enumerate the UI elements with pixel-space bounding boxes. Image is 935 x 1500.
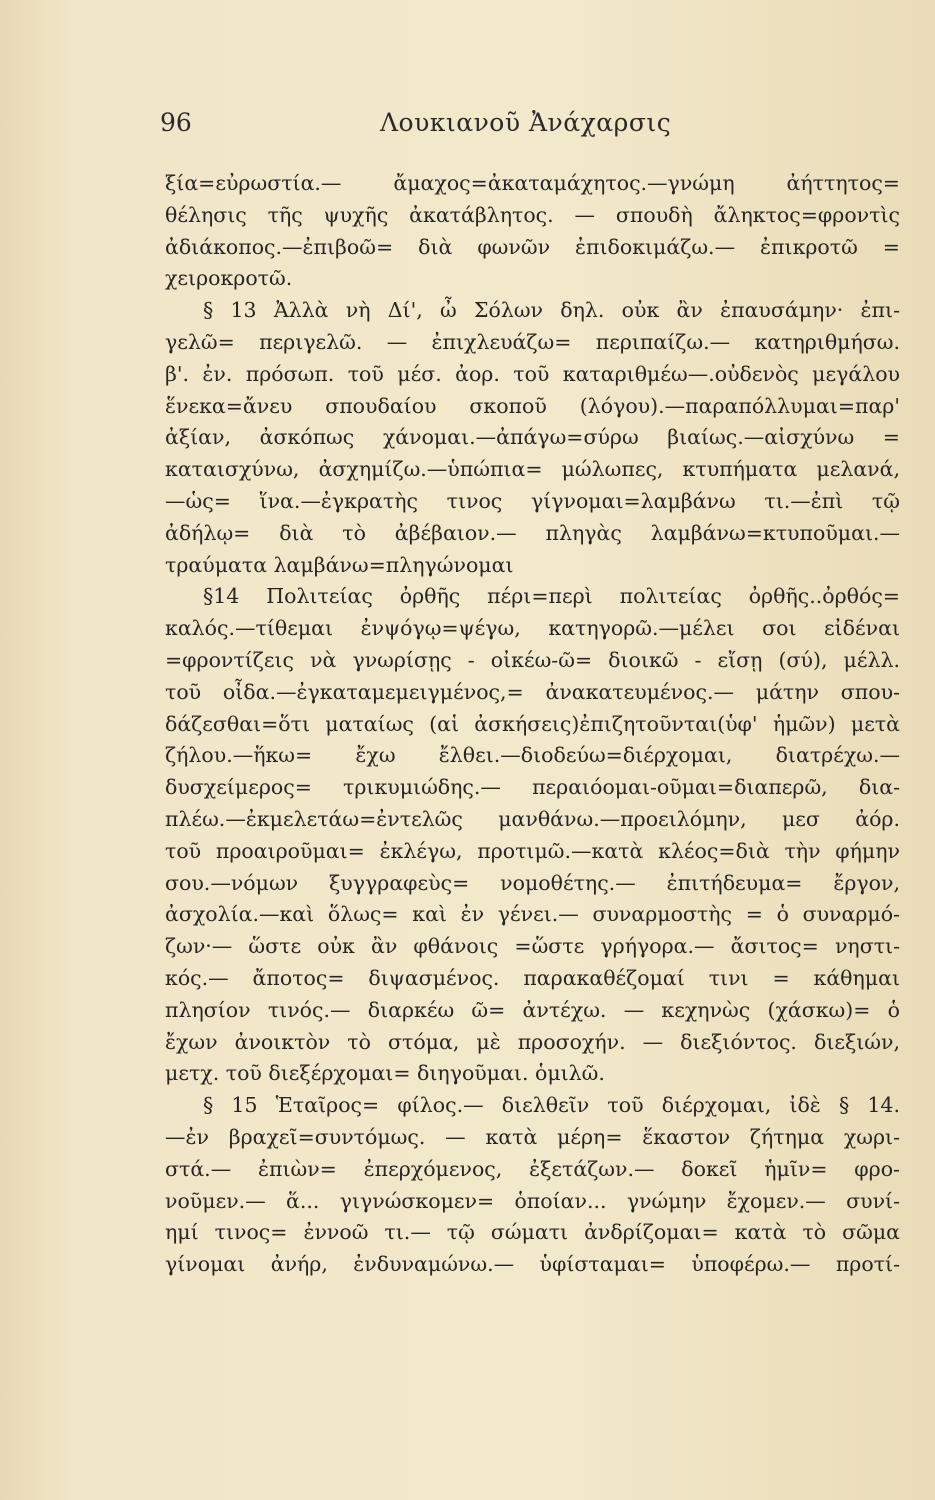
- text-line: σου.—νόμων ξυγγραφεὺς= νομοθέτης.— ἐπιτήδευμα= ἔργον,: [165, 870, 900, 895]
- text-line: θέλησις τῆς ψυχῆς ἀκατάβλητος. — σπουδὴ ἄληκτος=φροντὶς: [165, 202, 900, 227]
- text-line: ἔχων ἀνοικτὸν τὸ στόμα, μὲ προσοχήν. — διεξιόντος. διεξιών,: [165, 1029, 900, 1054]
- text-line: ἀδήλῳ= διὰ τὸ ἀβέβαιον.— πληγὰς λαμβάνω=κτυποῦμαι.—: [165, 520, 900, 545]
- text-line: κός.— ἄποτος= διψασμένος. παρακαθέζομαί τινι = κάθημαι: [165, 965, 900, 990]
- text-line: γίνομαι ἀνήρ, ἐνδυναμώνω.— ὑφίσταμαι= ὑποφέρω.— προτί-: [165, 1252, 900, 1277]
- text-line: μετχ. τοῦ διεξέρχομαι= διηγοῦμαι. ὁμιλῶ.: [165, 1061, 605, 1086]
- text-line: § 15 Ἑταῖρος= φίλος.— διελθεῖν τοῦ διέρχομαι, ἰδὲ § 14.: [203, 1093, 900, 1118]
- text-line: τραύματα λαμβάνω=πληγώνομαι: [165, 552, 514, 577]
- text-line: νοῦμεν.— ἅ... γιγνώσκομεν= ὁποίαν... γνώμην ἔχομεν.— συνί-: [165, 1188, 900, 1213]
- text-line: καλός.—τίθεμαι ἐνψόγῳ=ψέγω, κατηγορῶ.—μέλει σοι εἰδέναι: [165, 616, 900, 641]
- text-line: —ἐν βραχεῖ=συντόμως. — κατὰ μέρη= ἕκαστον ζήτημα χωρι-: [165, 1124, 900, 1149]
- text-line: στά.— ἐπιὼν= ἐπερχόμενος, ἐξετάζων.— δοκεῖ ἡμῖν= φρο-: [165, 1156, 900, 1181]
- commentary-text: [165, 168, 900, 1281]
- text-line: τοῦ προαιροῦμαι= ἐκλέγω, προτιμῶ.—κατὰ κλέος=διὰ τὴν φήμην: [165, 838, 900, 863]
- text-line: δάζεσθαι=ὅτι ματαίως (αἱ ἀσκήσεις)ἐπιζητοῦνται(ὑφ' ἡμῶν) μετὰ: [165, 711, 900, 736]
- text-line: ξία=εὐρωστία.— ἄμαχος=ἀκαταμάχητος.—γνώμη ἀήττητος=: [165, 171, 900, 195]
- text-line: § 13 Ἀλλὰ νὴ Δί', ὦ Σόλων δηλ. οὐκ ἂν ἐπαυσάμην· ἐπι-: [203, 298, 900, 323]
- text-line: τοῦ οἶδα.—ἐγκαταμεμειγμένος,= ἀνακατευμένος.— μάτην σπου-: [165, 679, 900, 704]
- text-line: ζήλου.—ἥκω= ἔχω ἔλθει.—διοδεύω=διέρχομαι, διατρέχω.—: [165, 743, 900, 768]
- text-line: πλησίον τινός.— διαρκέω ῶ= ἀντέχω. — κεχηνὼς (χάσκω)= ὁ: [165, 997, 900, 1022]
- text-line: γελῶ= περιγελῶ. — ἐπιχλευάζω= περιπαίζω.— κατηριθμήσω.: [165, 329, 900, 354]
- text-line: —ὡς= ἵνα.—ἐγκρατὴς τινος γίγνομαι=λαμβάνω τι.—ἐπὶ τῷ: [165, 488, 900, 513]
- text-line: ἀξίαν, ἀσκόπως χάνομαι.—ἀπάγω=σύρω βιαίως.—αἰσχύνω =: [165, 425, 900, 450]
- text-line: ἕνεκα=ἄνευ σπουδαίου σκοποῦ (λόγου).—παραπόλλυμαι=παρ': [165, 393, 900, 418]
- text-line: §14 Πολιτείας ὀρθῆς πέρι=περὶ πολιτείας ὀρθῆς..ὀρθός=: [203, 584, 900, 609]
- text-line: =φροντίζεις νὰ γνωρίσῃς - οἰκέω-ῶ= διοικῶ - εἴσῃ (σύ), μέλλ.: [165, 647, 900, 672]
- text-line: καταισχύνω, ἀσχημίζω.—ὑπώπια= μώλωπες, κτυπήματα μελανά,: [165, 457, 900, 482]
- text-line: χειροκροτῶ.: [165, 266, 293, 291]
- text-line: δυσχείμερος= τρικυμιώδης.— περαιόομαι-οῦμαι=διαπερῶ, δια-: [165, 775, 900, 800]
- text-line: ζων·— ὥστε οὐκ ἂν φθάνοις =ὥστε γρήγορα.— ἄσιτος= νηστι-: [165, 934, 900, 959]
- page-number: 96: [160, 108, 192, 137]
- text-line: ἀσχολία.—καὶ ὅλως= καὶ ἐν γένει.— συναρμοστὴς = ὁ συναρμό-: [165, 902, 900, 927]
- running-title: Λουκιανοῦ Ἀνάχαρσις: [380, 108, 672, 137]
- text-line: πλέω.—ἐκμελετάω=ἐντελῶς μανθάνω.—προειλόμην, μεσ ἀόρ.: [165, 806, 900, 831]
- text-line: ημί τινος= ἐννοῶ τι.— τῷ σώματι ἀνδρίζομαι= κατὰ τὸ σῶμα: [165, 1220, 900, 1245]
- text-line: ἀδιάκοπος.—ἐπιβοῶ= διὰ φωνῶν ἐπιδοκιμάζω.— ἐπικροτῶ =: [165, 234, 900, 259]
- page-header: [160, 108, 720, 148]
- text-line: β'. ἐν. πρόσωπ. τοῦ μέσ. ἀορ. τοῦ καταριθμέω—.οὐδενὸς μεγάλου: [165, 361, 900, 386]
